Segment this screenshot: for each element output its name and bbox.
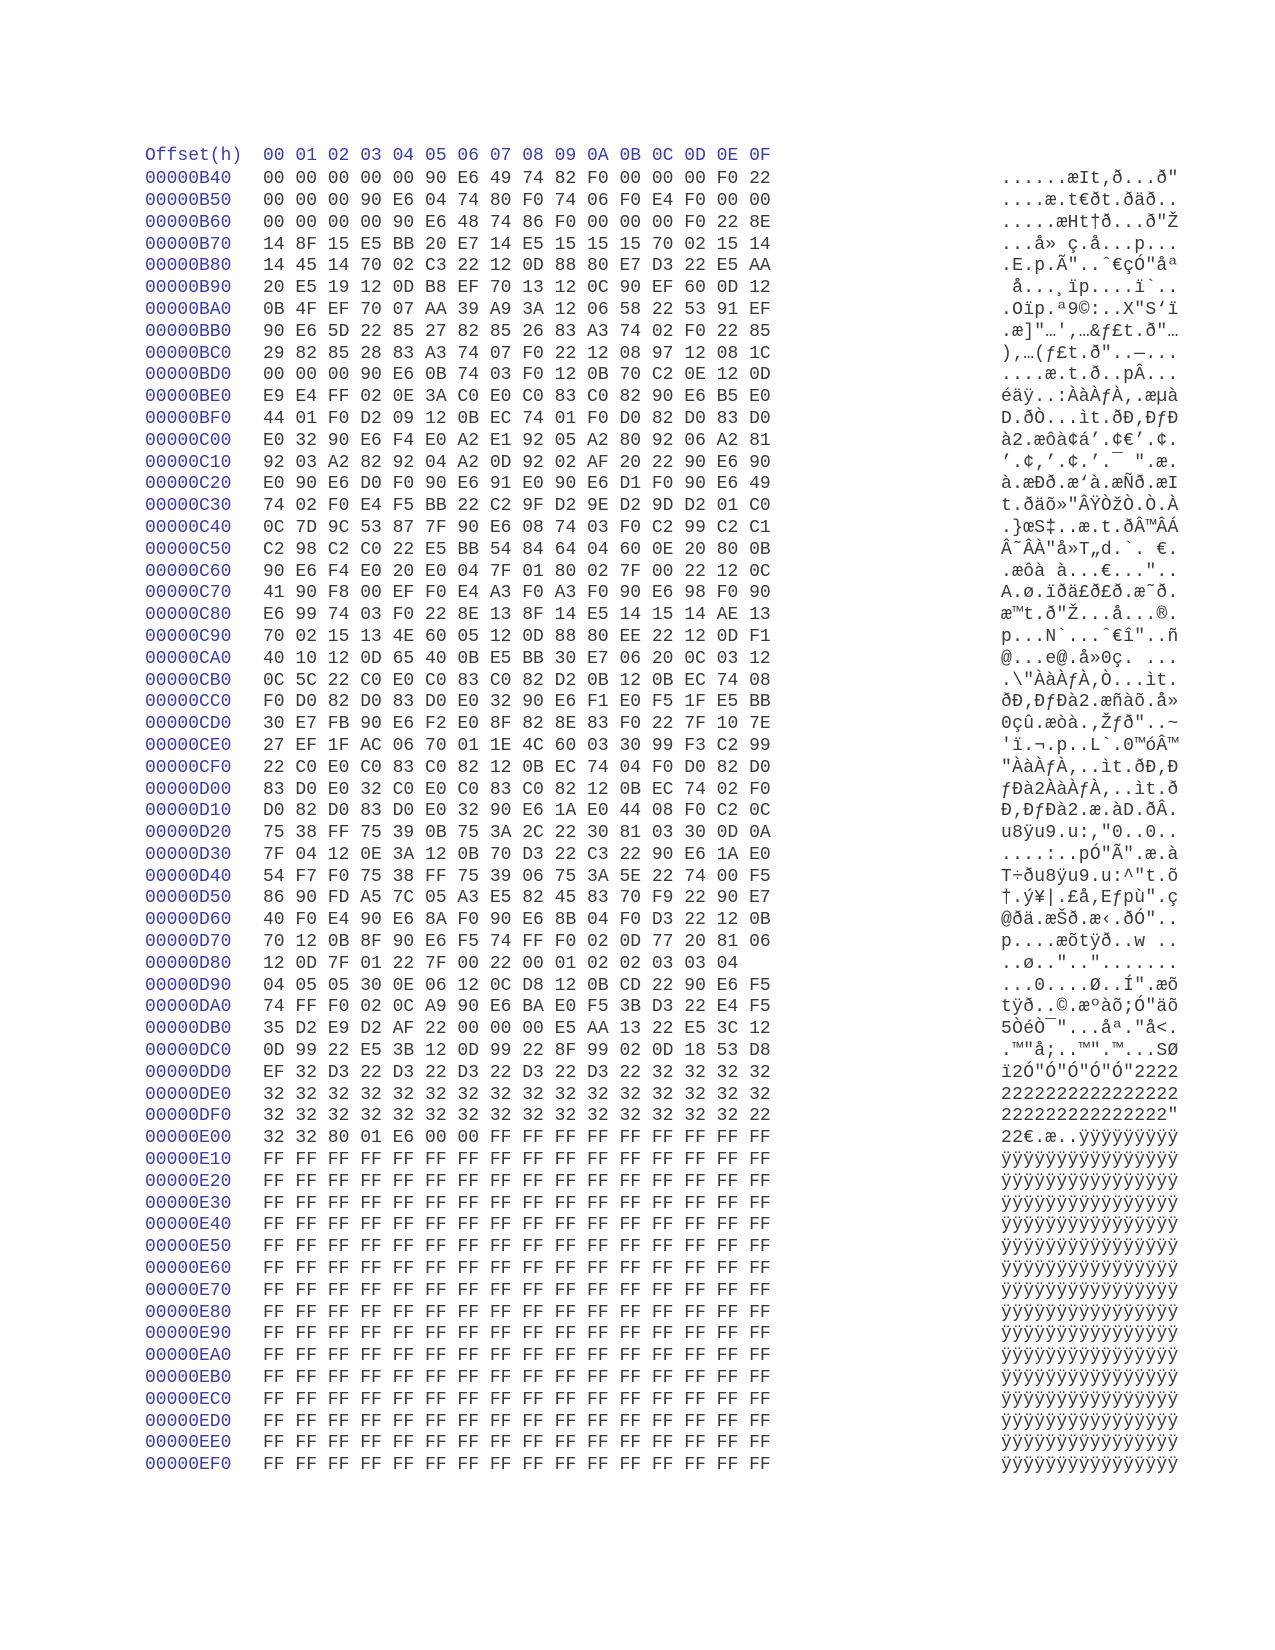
row-hex-bytes: FF FF FF FF FF FF FF FF FF FF FF FF FF FF FF FF: [263, 1193, 771, 1214]
row-ascii: 0çû.æòà.‚Žƒð"..~: [1001, 714, 1179, 735]
row-hex-bytes: 35 D2 E9 D2 AF 22 00 00 00 E5 AA 13 22 E5 3C 12: [263, 1019, 771, 1040]
hex-dump: [145, 146, 1179, 1477]
hex-row: [145, 496, 1179, 518]
row-offset: 00000D10: [145, 801, 232, 822]
row-ascii: 5ÒéÒ¯"...åª."å<.: [1001, 1019, 1179, 1040]
hex-row: [145, 278, 1179, 300]
hex-row: [145, 1237, 1179, 1259]
row-offset: 00000C10: [145, 452, 232, 473]
row-hex-bytes: 14 45 14 70 02 C3 22 12 0D 88 80 E7 D3 22 E5 AA: [263, 256, 771, 277]
hex-row: [145, 1019, 1179, 1041]
hex-row: [145, 517, 1179, 540]
row-offset: 00000EC0: [145, 1389, 232, 1410]
row-ascii: p....æõtÿð..w ..: [1001, 932, 1179, 953]
row-ascii: ÿÿÿÿÿÿÿÿÿÿÿÿÿÿÿÿ: [1001, 1280, 1179, 1301]
row-offset: 00000E60: [145, 1259, 232, 1280]
row-ascii: "ÀàÀƒÀ‚..ìt.ðÐ‚Ð: [1001, 757, 1179, 778]
hex-row: [145, 757, 1179, 780]
row-ascii: D.ðÒ...ìt.ðÐ‚ÐƒÐ: [1001, 408, 1179, 429]
hex-row: [145, 1150, 1179, 1172]
row-hex-bytes: 00 00 00 90 E6 04 74 80 F0 74 06 F0 E4 F0 00 00: [263, 190, 771, 211]
hex-row: [145, 1280, 1179, 1303]
row-hex-bytes: D0 82 D0 83 D0 E0 32 90 E6 1A E0 44 08 F0 C2 0C: [263, 801, 771, 822]
row-offset: 00000D70: [145, 932, 232, 953]
row-hex-bytes: FF FF FF FF FF FF FF FF FF FF FF FF FF FF FF FF: [263, 1280, 771, 1301]
row-hex-bytes: 70 02 15 13 4E 60 05 12 0D 88 80 EE 22 12 0D F1: [263, 626, 771, 647]
row-ascii: ....:..pÓ"Ã".æ.à: [1001, 844, 1179, 865]
row-offset: 00000E20: [145, 1171, 232, 1192]
row-ascii: .E.p.Ã"..ˆ€çÓ"åª: [1001, 256, 1179, 277]
row-hex-bytes: 40 10 12 0D 65 40 0B E5 BB 30 E7 06 20 0C 03 12: [263, 648, 771, 669]
row-offset: 00000CE0: [145, 735, 232, 756]
hex-row: [145, 474, 1179, 496]
row-ascii: ....æ.t.ð..pÂ...: [1001, 365, 1179, 386]
hex-row: [145, 169, 1179, 191]
hex-row: [145, 953, 1179, 976]
row-ascii: @ðä.æŠð.æ‹.ðÓ"..: [1001, 910, 1179, 931]
row-ascii: Â˜ÂÀ"å»T„d.`. €.: [1001, 539, 1179, 560]
row-offset: 00000EF0: [145, 1455, 232, 1476]
row-hex-bytes: 14 8F 15 E5 BB 20 E7 14 E5 15 15 15 70 02 15 14: [263, 234, 771, 255]
row-ascii: ÿÿÿÿÿÿÿÿÿÿÿÿÿÿÿÿ: [1001, 1368, 1179, 1389]
row-ascii: ÿÿÿÿÿÿÿÿÿÿÿÿÿÿÿÿ: [1001, 1433, 1179, 1454]
row-hex-bytes: FF FF FF FF FF FF FF FF FF FF FF FF FF FF FF FF: [263, 1215, 771, 1236]
hex-row: [145, 1302, 1179, 1325]
row-ascii: ÿÿÿÿÿÿÿÿÿÿÿÿÿÿÿÿ: [1001, 1455, 1179, 1476]
row-offset: 00000BD0: [145, 365, 232, 386]
row-offset: 00000D60: [145, 910, 232, 931]
row-offset: 00000CA0: [145, 648, 232, 669]
row-offset: 00000CD0: [145, 714, 232, 735]
row-hex-bytes: 32 32 32 32 32 32 32 32 32 32 32 32 32 32 32 32: [263, 1084, 771, 1105]
row-hex-bytes: FF FF FF FF FF FF FF FF FF FF FF FF FF FF FF FF: [263, 1324, 771, 1345]
row-hex-bytes: EF 32 D3 22 D3 22 D3 22 D3 22 D3 22 32 32 32 32: [263, 1062, 771, 1083]
row-offset: 00000B70: [145, 234, 232, 255]
hex-row: [145, 321, 1179, 344]
row-offset: 00000C20: [145, 474, 232, 495]
hex-row: [145, 1106, 1179, 1128]
row-offset: 00000CC0: [145, 692, 232, 713]
row-hex-bytes: 40 F0 E4 90 E6 8A F0 90 E6 8B 04 F0 D3 22 12 0B: [263, 910, 771, 931]
row-offset: 00000BA0: [145, 299, 232, 320]
row-ascii: ÿÿÿÿÿÿÿÿÿÿÿÿÿÿÿÿ: [1001, 1171, 1179, 1192]
row-ascii: ÿÿÿÿÿÿÿÿÿÿÿÿÿÿÿÿ: [1001, 1215, 1179, 1236]
row-ascii: .æ]"…'‚…&ƒ£t.ð"…: [1001, 321, 1179, 342]
row-hex-bytes: 0D 99 22 E5 3B 12 0D 99 22 8F 99 02 0D 18 53 D8: [263, 1041, 771, 1062]
row-offset: 00000E90: [145, 1324, 232, 1345]
hex-row: [145, 1259, 1179, 1281]
hex-row: [145, 1215, 1179, 1237]
row-ascii: 22€.æ..ÿÿÿÿÿÿÿÿÿ: [1001, 1128, 1179, 1149]
row-hex-bytes: 00 00 00 00 90 E6 48 74 86 F0 00 00 00 F0 22 8E: [263, 212, 771, 233]
hex-rows: [145, 169, 1179, 1477]
hex-row: [145, 1324, 1179, 1346]
hex-row: [145, 299, 1179, 322]
row-ascii: )‚…(ƒ£t.ð"..—...: [1001, 343, 1179, 364]
row-hex-bytes: E9 E4 FF 02 0E 3A C0 E0 C0 83 C0 82 90 E6 B5 E0: [263, 387, 771, 408]
row-ascii: .æôà à...€..."..: [1001, 561, 1179, 582]
hex-row: [145, 932, 1179, 954]
row-ascii: ÿÿÿÿÿÿÿÿÿÿÿÿÿÿÿÿ: [1001, 1302, 1179, 1323]
row-offset: 00000DE0: [145, 1084, 232, 1105]
row-hex-bytes: FF FF FF FF FF FF FF FF FF FF FF FF FF FF FF FF: [263, 1237, 771, 1258]
row-offset: 00000E40: [145, 1215, 232, 1236]
row-offset: 00000DF0: [145, 1106, 232, 1127]
hex-row: [145, 1128, 1179, 1150]
hex-row: [145, 714, 1179, 736]
row-offset: 00000DA0: [145, 997, 232, 1018]
row-hex-bytes: 7F 04 12 0E 3A 12 0B 70 D3 22 C3 22 90 E6 1A E0: [263, 844, 771, 865]
hex-row: [145, 256, 1179, 278]
row-offset: 00000D40: [145, 866, 232, 887]
hex-row: [145, 866, 1179, 889]
row-ascii: †.ý¥|.£å‚Eƒpù".ç: [1001, 888, 1179, 909]
row-ascii: ÿÿÿÿÿÿÿÿÿÿÿÿÿÿÿÿ: [1001, 1324, 1179, 1345]
row-offset: 00000C30: [145, 496, 232, 517]
row-ascii: tÿð..©.æºàõ;Ó"äõ: [1001, 997, 1179, 1018]
row-ascii: à.æÐð.æ‘à.æÑð.æI: [1001, 474, 1179, 495]
hex-row: [145, 648, 1179, 671]
row-offset: 00000BB0: [145, 321, 232, 342]
row-offset: 00000D80: [145, 953, 232, 974]
row-ascii: æ™t.ð"Ž...å...®.: [1001, 605, 1179, 626]
hex-row: [145, 1193, 1179, 1216]
hex-row: [145, 234, 1179, 257]
row-ascii: å...¸ïp....ï`..: [1001, 278, 1179, 299]
row-hex-bytes: 86 90 FD A5 7C 05 A3 E5 82 45 83 70 F9 22 90 E7: [263, 888, 771, 909]
row-offset: 00000E10: [145, 1150, 232, 1171]
row-ascii: ÿÿÿÿÿÿÿÿÿÿÿÿÿÿÿÿ: [1001, 1150, 1179, 1171]
row-ascii: ï2Ó"Ó"Ó"Ó"Ó"2222: [1001, 1062, 1179, 1083]
row-hex-bytes: 54 F7 F0 75 38 FF 75 39 06 75 3A 5E 22 74 00 F5: [263, 866, 771, 887]
row-offset: 00000C40: [145, 517, 232, 538]
hex-row: [145, 1084, 1179, 1107]
row-ascii: .\"ÀàÀƒÀ‚Ò...ìt.: [1001, 670, 1179, 691]
row-hex-bytes: 0C 7D 9C 53 87 7F 90 E6 08 74 03 F0 C2 99 C2 C1: [263, 517, 771, 538]
hex-row: [145, 1171, 1179, 1194]
row-offset: 00000D50: [145, 888, 232, 909]
row-ascii: A.ø.ïðä£ð£ð.æ˜ð.: [1001, 583, 1179, 604]
row-offset: 00000D90: [145, 975, 232, 996]
byte-column-headers: 00 01 02 03 04 05 06 07 08 09 0A 0B 0C 0D 0E 0F: [263, 146, 771, 166]
hex-row: [145, 343, 1179, 366]
row-ascii: ÿÿÿÿÿÿÿÿÿÿÿÿÿÿÿÿ: [1001, 1259, 1179, 1280]
row-hex-bytes: 90 E6 F4 E0 20 E0 04 7F 01 80 02 7F 00 22 12 0C: [263, 561, 771, 582]
row-ascii: ƒÐà2ÀàÀƒÀ‚..ìt.ð: [1001, 779, 1179, 800]
row-hex-bytes: FF FF FF FF FF FF FF FF FF FF FF FF FF FF FF FF: [263, 1411, 771, 1432]
row-hex-bytes: 00 00 00 90 E6 0B 74 03 F0 12 0B 70 C2 0E 12 0D: [263, 365, 771, 386]
row-hex-bytes: 30 E7 FB 90 E6 F2 E0 8F 82 8E 83 F0 22 7F 10 7E: [263, 714, 771, 735]
row-hex-bytes: 0B 4F EF 70 07 AA 39 A9 3A 12 06 58 22 53 91 EF: [263, 299, 771, 320]
row-offset: 00000EE0: [145, 1433, 232, 1454]
hex-row: [145, 1411, 1179, 1434]
hex-row: [145, 1433, 1179, 1455]
row-ascii: ÿÿÿÿÿÿÿÿÿÿÿÿÿÿÿÿ: [1001, 1389, 1179, 1410]
hex-row: [145, 801, 1179, 823]
row-ascii: Ð‚ÐƒÐà2.æ.àD.ðÂ.: [1001, 801, 1179, 822]
hex-row: [145, 1041, 1179, 1063]
row-hex-bytes: FF FF FF FF FF FF FF FF FF FF FF FF FF FF FF FF: [263, 1302, 771, 1323]
hex-row: [145, 387, 1179, 409]
row-ascii: ...å» ç.å...p...: [1001, 234, 1179, 255]
row-hex-bytes: FF FF FF FF FF FF FF FF FF FF FF FF FF FF FF FF: [263, 1259, 771, 1280]
hex-row: [145, 910, 1179, 932]
row-hex-bytes: 92 03 A2 82 92 04 A2 0D 92 02 AF 20 22 90 E6 90: [263, 452, 771, 473]
row-hex-bytes: 44 01 F0 D2 09 12 0B EC 74 01 F0 D0 82 D0 83 D0: [263, 408, 771, 429]
row-offset: 00000DD0: [145, 1062, 232, 1083]
row-ascii: p...N`...ˆ€î"..ñ: [1001, 626, 1179, 647]
row-hex-bytes: 83 D0 E0 32 C0 E0 C0 83 C0 82 12 0B EC 74 02 F0: [263, 779, 771, 800]
row-ascii: ..ø.."..".......: [1001, 953, 1179, 974]
offset-column-header: Offset(h): [145, 146, 243, 166]
row-ascii: ðÐ‚ÐƒÐà2.æñàõ.å»: [1001, 692, 1179, 713]
hex-row: [145, 1062, 1179, 1085]
row-hex-bytes: E0 90 E6 D0 F0 90 E6 91 E0 90 E6 D1 F0 90 E6 49: [263, 474, 771, 495]
row-ascii: .}œS‡..æ.t.ðÂ™ÂÁ: [1001, 517, 1179, 538]
hex-row: [145, 1368, 1179, 1390]
row-offset: 00000C90: [145, 626, 232, 647]
row-hex-bytes: FF FF FF FF FF FF FF FF FF FF FF FF FF FF FF FF: [263, 1171, 771, 1192]
hex-row: [145, 430, 1179, 453]
row-ascii: ÿÿÿÿÿÿÿÿÿÿÿÿÿÿÿÿ: [1001, 1346, 1179, 1367]
row-offset: 00000DB0: [145, 1019, 232, 1040]
row-hex-bytes: 29 82 85 28 83 A3 74 07 F0 22 12 08 97 12 08 1C: [263, 343, 771, 364]
row-ascii: ÿÿÿÿÿÿÿÿÿÿÿÿÿÿÿÿ: [1001, 1411, 1179, 1432]
row-hex-bytes: 00 00 00 00 00 90 E6 49 74 82 F0 00 00 00 F0 22: [263, 169, 771, 190]
hex-row: [145, 190, 1179, 213]
row-hex-bytes: 27 EF 1F AC 06 70 01 1E 4C 60 03 30 99 F3 C2 99: [263, 735, 771, 756]
row-ascii: ...0....Ø..Í".æõ: [1001, 975, 1179, 996]
row-hex-bytes: E6 99 74 03 F0 22 8E 13 8F 14 E5 14 15 14 AE 13: [263, 605, 771, 626]
row-offset: 00000CF0: [145, 757, 232, 778]
row-ascii: t.ðäõ»"ÂŸÒžÒ.Ò.À: [1001, 496, 1179, 517]
hex-row: [145, 844, 1179, 867]
row-hex-bytes: FF FF FF FF FF FF FF FF FF FF FF FF FF FF FF FF: [263, 1433, 771, 1454]
row-ascii: T÷ðu8ÿu9.u:^"t.õ: [1001, 866, 1179, 887]
row-hex-bytes: F0 D0 82 D0 83 D0 E0 32 90 E6 F1 E0 F5 1F E5 BB: [263, 692, 771, 713]
row-ascii: 'ï.¬.p..L`.0™óÂ™: [1001, 735, 1179, 756]
row-offset: 00000C80: [145, 605, 232, 626]
row-offset: 00000C50: [145, 539, 232, 560]
row-offset: 00000C00: [145, 430, 232, 451]
row-hex-bytes: C2 98 C2 C0 22 E5 BB 54 84 64 04 60 0E 20 80 0B: [263, 539, 771, 560]
row-hex-bytes: FF FF FF FF FF FF FF FF FF FF FF FF FF FF FF FF: [263, 1455, 771, 1476]
row-hex-bytes: 75 38 FF 75 39 0B 75 3A 2C 22 30 81 03 30 0D 0A: [263, 823, 771, 844]
row-offset: 00000BC0: [145, 343, 232, 364]
row-hex-bytes: 41 90 F8 00 EF F0 E4 A3 F0 A3 F0 90 E6 98 F0 90: [263, 583, 771, 604]
hex-row: [145, 452, 1179, 475]
row-hex-bytes: E0 32 90 E6 F4 E0 A2 E1 92 05 A2 80 92 06 A2 81: [263, 430, 771, 451]
hex-row: [145, 605, 1179, 627]
row-hex-bytes: FF FF FF FF FF FF FF FF FF FF FF FF FF FF FF FF: [263, 1368, 771, 1389]
hex-row: [145, 539, 1179, 562]
hex-row: [145, 975, 1179, 998]
row-offset: 00000BF0: [145, 408, 232, 429]
row-offset: 00000E00: [145, 1128, 232, 1149]
row-hex-bytes: FF FF FF FF FF FF FF FF FF FF FF FF FF FF FF FF: [263, 1389, 771, 1410]
row-offset: 00000B60: [145, 212, 232, 233]
hex-row: [145, 779, 1179, 802]
row-offset: 00000B40: [145, 169, 232, 190]
hex-row: [145, 888, 1179, 910]
hex-header-row: [145, 146, 1085, 168]
row-offset: 00000D00: [145, 779, 232, 800]
row-hex-bytes: FF FF FF FF FF FF FF FF FF FF FF FF FF FF FF FF: [263, 1346, 771, 1367]
row-offset: 00000CB0: [145, 670, 232, 691]
row-ascii: ......æIt‚ð...ð": [1001, 169, 1179, 190]
hex-row: [145, 365, 1179, 387]
row-ascii: 222222222222222": [1001, 1106, 1179, 1127]
row-hex-bytes: 70 12 0B 8F 90 E6 F5 74 FF F0 02 0D 77 20 81 06: [263, 932, 771, 953]
hex-row: [145, 626, 1179, 649]
hex-row: [145, 561, 1179, 584]
row-hex-bytes: 90 E6 5D 22 85 27 82 85 26 83 A3 74 02 F0 22 85: [263, 321, 771, 342]
hex-row: [145, 1455, 1179, 1477]
hex-row: [145, 1346, 1179, 1368]
row-offset: 00000E30: [145, 1193, 232, 1214]
row-hex-bytes: 74 FF F0 02 0C A9 90 E6 BA E0 F5 3B D3 22 E4 F5: [263, 997, 771, 1018]
row-hex-bytes: 0C 5C 22 C0 E0 C0 83 C0 82 D2 0B 12 0B EC 74 08: [263, 670, 771, 691]
row-hex-bytes: 32 32 80 01 E6 00 00 FF FF FF FF FF FF FF FF FF: [263, 1128, 771, 1149]
row-offset: 00000EA0: [145, 1346, 232, 1367]
row-hex-bytes: 32 32 32 32 32 32 32 32 32 32 32 32 32 32 32 22: [263, 1106, 771, 1127]
row-hex-bytes: FF FF FF FF FF FF FF FF FF FF FF FF FF FF FF FF: [263, 1150, 771, 1171]
row-ascii: @...e@.å»0ç. ...: [1001, 648, 1179, 669]
row-hex-bytes: 20 E5 19 12 0D B8 EF 70 13 12 0C 90 EF 60 0D 12: [263, 278, 771, 299]
row-ascii: ÿÿÿÿÿÿÿÿÿÿÿÿÿÿÿÿ: [1001, 1237, 1179, 1258]
row-hex-bytes: 74 02 F0 E4 F5 BB 22 C2 9F D2 9E D2 9D D2 01 C0: [263, 496, 771, 517]
row-offset: 00000E50: [145, 1237, 232, 1258]
row-offset: 00000B50: [145, 190, 232, 211]
row-offset: 00000E70: [145, 1280, 232, 1301]
row-offset: 00000E80: [145, 1302, 232, 1323]
hex-row: [145, 583, 1179, 605]
row-offset: 00000C70: [145, 583, 232, 604]
hex-row: [145, 408, 1179, 431]
row-offset: 00000D30: [145, 844, 232, 865]
row-ascii: .™"å;..™".™...SØ: [1001, 1041, 1179, 1062]
row-offset: 00000DC0: [145, 1041, 232, 1062]
row-offset: 00000B80: [145, 256, 232, 277]
hex-row: [145, 212, 1179, 235]
row-offset: 00000ED0: [145, 1411, 232, 1432]
row-offset: 00000D20: [145, 823, 232, 844]
row-offset: 00000BE0: [145, 387, 232, 408]
row-ascii: ’.¢‚’.¢.’.¯ ".æ.: [1001, 452, 1179, 473]
row-offset: 00000C60: [145, 561, 232, 582]
row-ascii: ÿÿÿÿÿÿÿÿÿÿÿÿÿÿÿÿ: [1001, 1193, 1179, 1214]
hex-row: [145, 997, 1179, 1019]
row-ascii: .Oïp.ª9©:..X"S‘ï: [1001, 299, 1179, 320]
row-hex-bytes: 12 0D 7F 01 22 7F 00 22 00 01 02 02 03 03 04: [263, 953, 739, 974]
row-offset: 00000B90: [145, 278, 232, 299]
hex-row: [145, 670, 1179, 693]
row-offset: 00000EB0: [145, 1368, 232, 1389]
row-hex-bytes: 04 05 05 30 0E 06 12 0C D8 12 0B CD 22 90 E6 F5: [263, 975, 771, 996]
hex-row: [145, 735, 1179, 758]
row-ascii: ....æ.t€ðt.ðäð..: [1001, 190, 1179, 211]
row-hex-bytes: 22 C0 E0 C0 83 C0 82 12 0B EC 74 04 F0 D0 82 D0: [263, 757, 771, 778]
row-ascii: éäÿ..:ÀàÀƒÀ‚.æµà: [1001, 387, 1179, 408]
row-ascii: 2222222222222222: [1001, 1084, 1179, 1105]
hex-row: [145, 823, 1179, 845]
row-ascii: .....æHt†ð...ð"Ž: [1001, 212, 1179, 233]
hex-row: [145, 1389, 1179, 1412]
row-ascii: u8ÿu9.u:,"0..0..: [1001, 823, 1179, 844]
hex-row: [145, 692, 1179, 714]
row-ascii: à2.æôà¢á’.¢€’.¢.: [1001, 430, 1179, 451]
